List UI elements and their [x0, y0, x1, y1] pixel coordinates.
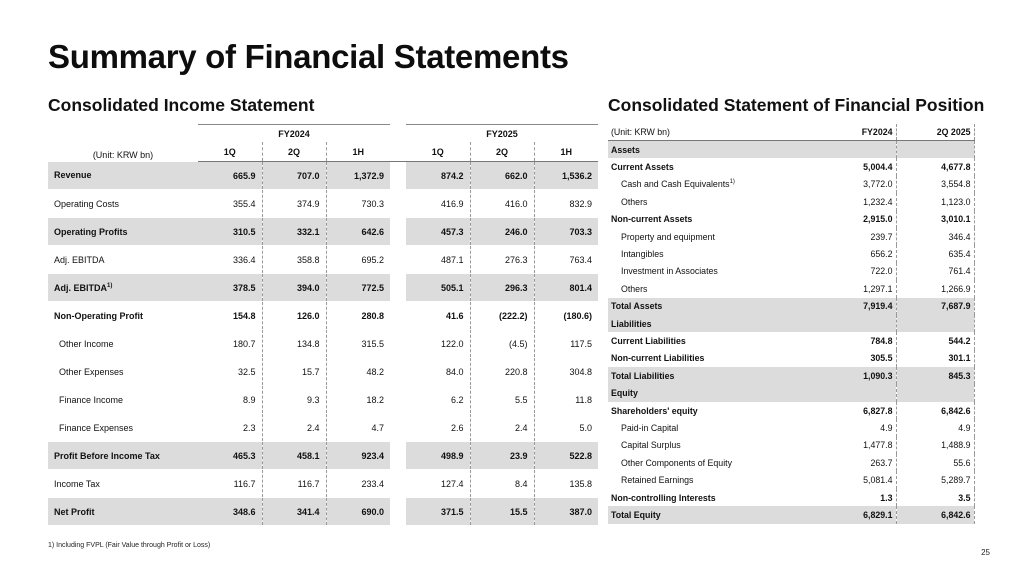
fp-row-label [608, 263, 788, 280]
income-value-fy2025: 703.3 [534, 218, 598, 246]
income-value-fy2025: (222.2) [470, 302, 534, 330]
fp-col-fy2024: FY2024 [788, 124, 896, 141]
income-col-header: 1H [534, 142, 598, 162]
fp-row [608, 158, 974, 175]
income-row-label-text: Income Tax [54, 478, 100, 489]
fp-value-2q2025: 55.6 [896, 454, 974, 471]
income-row-label [48, 498, 198, 526]
income-row [48, 218, 598, 246]
fp-value-2q2025: 6,842.6 [896, 506, 974, 523]
income-row-label [48, 442, 198, 470]
income-value-fy2025: 5.0 [534, 414, 598, 442]
footnote-marker: 1) [729, 179, 735, 186]
fp-row [608, 228, 974, 245]
income-value-fy2024: 341.4 [262, 498, 326, 526]
income-value-fy2025: 2.4 [470, 414, 534, 442]
income-value-fy2024: 9.3 [262, 386, 326, 414]
income-row-label [48, 218, 198, 246]
income-value-fy2024: 48.2 [326, 358, 390, 386]
income-value-fy2025: 457.3 [406, 218, 470, 246]
fp-value-fy2024: 1,090.3 [788, 367, 896, 384]
fp-row-label-text: Property and equipment [621, 231, 715, 242]
income-value-fy2025: 276.3 [470, 246, 534, 274]
fp-row [608, 384, 974, 401]
income-value-fy2025: 127.4 [406, 470, 470, 498]
fp-row-label [608, 384, 788, 401]
fp-row [608, 437, 974, 454]
fp-value-fy2024 [788, 384, 896, 401]
income-value-fy2025: 801.4 [534, 274, 598, 302]
income-value-fy2024: 394.0 [262, 274, 326, 302]
fp-row-label-text: Others [621, 196, 648, 207]
fp-row-label [608, 437, 788, 454]
fp-value-2q2025: 5,289.7 [896, 471, 974, 488]
income-row [48, 386, 598, 414]
fp-row-label-text: Non-current Assets [611, 214, 693, 225]
fp-row [608, 367, 974, 384]
fp-row-label [608, 402, 788, 419]
fp-value-fy2024: 1,477.8 [863, 440, 893, 451]
income-row [48, 162, 598, 190]
income-value-fy2024: 332.1 [262, 218, 326, 246]
income-row-label [48, 386, 198, 414]
income-row-label-text: Finance Income [59, 394, 124, 405]
income-row-label [48, 274, 198, 302]
fp-value-2q2025: 3,554.8 [896, 176, 974, 193]
fp-value-fy2024: 5,081.4 [863, 475, 893, 486]
income-value-fy2024: 116.7 [262, 470, 326, 498]
income-value-fy2024: 315.5 [326, 330, 390, 358]
fp-value-fy2024: 2,915.0 [863, 214, 893, 225]
income-row [48, 358, 598, 386]
income-value-fy2025: 246.0 [470, 218, 534, 246]
fp-row-label-text: Total Equity [611, 509, 661, 520]
fp-value-fy2024: 784.8 [870, 335, 893, 346]
income-value-fy2025: 41.6 [406, 302, 470, 330]
fp-row-label-text: Others [621, 283, 648, 294]
fp-row [608, 350, 974, 367]
fp-row-label [608, 280, 788, 297]
fp-row [608, 506, 974, 523]
income-row-label-text: Finance Expenses [59, 422, 134, 433]
income-row [48, 470, 598, 498]
income-row-label [48, 162, 198, 190]
income-row-label [48, 358, 198, 386]
fp-row-label [608, 176, 788, 193]
fp-value-fy2024: 5,004.4 [863, 162, 893, 173]
fp-value-2q2025: 6,842.6 [896, 402, 974, 419]
financial-position-table [608, 124, 975, 524]
income-col-header: 2Q [262, 142, 326, 162]
income-value-fy2025: 220.8 [470, 358, 534, 386]
income-value-fy2025: 23.9 [470, 442, 534, 470]
fp-row-label-text: Cash and Cash Equivalents [621, 179, 730, 190]
income-value-fy2024: 355.4 [198, 190, 262, 218]
income-value-fy2025: 387.0 [534, 498, 598, 526]
fp-value-2q2025: 3,010.1 [896, 211, 974, 228]
income-row [48, 414, 598, 442]
income-value-fy2025: 5.5 [470, 386, 534, 414]
fp-row-label [608, 193, 788, 210]
income-value-fy2024: 310.5 [198, 218, 262, 246]
income-value-fy2025: 832.9 [534, 190, 598, 218]
fp-row-label-text: Liabilities [611, 318, 652, 329]
income-value-fy2025: 15.5 [470, 498, 534, 526]
fp-row-label-text: Intangibles [621, 249, 664, 260]
fp-row-label [608, 471, 788, 488]
fp-value-fy2024: 722.0 [870, 266, 893, 277]
income-value-fy2024: 374.9 [262, 190, 326, 218]
income-value-fy2024: 126.0 [262, 302, 326, 330]
fp-row-label-text: Other Components of Equity [621, 457, 732, 468]
fp-row-label [608, 454, 788, 471]
income-value-fy2024: 458.1 [262, 442, 326, 470]
fp-row [608, 454, 974, 471]
fp-row-label [608, 245, 788, 262]
income-value-fy2025: 371.5 [406, 498, 470, 526]
fp-row-label-text: Current Liabilities [611, 335, 686, 346]
fp-value-2q2025: 1,488.9 [896, 437, 974, 454]
income-row-label-text: Non-Operating Profit [54, 310, 143, 321]
fp-value-2q2025: 346.4 [896, 228, 974, 245]
income-value-fy2024: 730.3 [326, 190, 390, 218]
fp-row-label-text: Shareholders' equity [611, 405, 698, 416]
income-row-label [48, 302, 198, 330]
income-value-fy2024: 358.8 [262, 246, 326, 274]
footnote-marker: 1) [107, 282, 113, 289]
fp-value-fy2024: 1.3 [880, 492, 893, 503]
fp-row [608, 332, 974, 349]
fp-row-label [608, 228, 788, 245]
income-fy2025-header: FY2025 [406, 125, 598, 143]
income-value-fy2025: 8.4 [470, 470, 534, 498]
fp-value-fy2024: 239.7 [870, 231, 893, 242]
income-value-fy2025: 498.9 [406, 442, 470, 470]
income-value-fy2024: 4.7 [326, 414, 390, 442]
fp-value-2q2025: 4,677.8 [896, 158, 974, 175]
fp-row-label-text: Total Liabilities [611, 370, 675, 381]
fp-row-label-text: Non-current Liabilities [611, 353, 705, 364]
income-value-fy2025: 416.9 [406, 190, 470, 218]
income-value-fy2024: 154.8 [198, 302, 262, 330]
income-value-fy2025: 522.8 [534, 442, 598, 470]
income-value-fy2024: 1,372.9 [326, 162, 390, 190]
fp-row [608, 280, 974, 297]
fp-value-fy2024: 7,919.4 [788, 298, 896, 315]
fp-value-fy2024: 656.2 [870, 249, 893, 260]
footnote: 1) Including FVPL (Fair Value through Profit or Loss) [48, 542, 211, 549]
income-row [48, 190, 598, 218]
fp-value-2q2025 [896, 384, 974, 401]
income-value-fy2025: 416.0 [470, 190, 534, 218]
income-statement-title: Consolidated Income Statement [48, 95, 315, 115]
fp-row-label-text: Capital Surplus [621, 440, 681, 451]
income-row-label [48, 190, 198, 218]
fp-value-fy2024: 263.7 [870, 457, 893, 468]
financial-position-title: Consolidated Statement of Financial Position [608, 95, 985, 115]
income-value-fy2024: 690.0 [326, 498, 390, 526]
fp-row [608, 211, 974, 228]
fp-col-2q2025: 2Q 2025 [896, 124, 974, 141]
fp-value-2q2025: 544.2 [896, 332, 974, 349]
fp-value-fy2024: 1,232.4 [863, 196, 893, 207]
income-value-fy2025: 505.1 [406, 274, 470, 302]
income-value-fy2025: 122.0 [406, 330, 470, 358]
fp-row-label [608, 350, 788, 367]
fp-row [608, 298, 974, 315]
income-value-fy2025: 296.3 [470, 274, 534, 302]
income-col-header: 2Q [470, 142, 534, 162]
page-title: Summary of Financial Statements [48, 38, 569, 75]
fp-value-fy2024 [788, 315, 896, 332]
income-statement-table [48, 124, 598, 526]
fp-row-label [608, 315, 788, 332]
income-row-label-text: Adj. EBITDA [54, 254, 105, 265]
fp-value-fy2024: 4.9 [880, 422, 893, 433]
income-value-fy2025: 11.8 [534, 386, 598, 414]
fp-row-label-text: Assets [611, 144, 640, 155]
fp-value-fy2024: 1,297.1 [863, 283, 893, 294]
income-value-fy2024: 665.9 [198, 162, 262, 190]
fp-value-2q2025: 301.1 [896, 350, 974, 367]
income-value-fy2025: 487.1 [406, 246, 470, 274]
income-value-fy2024: 18.2 [326, 386, 390, 414]
income-value-fy2025: 304.8 [534, 358, 598, 386]
fp-value-2q2025 [896, 315, 974, 332]
income-col-header: 1Q [198, 142, 262, 162]
fp-value-fy2024: 6,829.1 [788, 506, 896, 523]
income-row-label-text: Net Profit [54, 506, 95, 517]
income-value-fy2025: (4.5) [470, 330, 534, 358]
income-row-label-text: Revenue [54, 170, 92, 181]
income-row [48, 498, 598, 526]
income-value-fy2025: 117.5 [534, 330, 598, 358]
fp-row [608, 176, 974, 193]
income-value-fy2025: 2.6 [406, 414, 470, 442]
income-value-fy2025: 874.2 [406, 162, 470, 190]
income-value-fy2024: 707.0 [262, 162, 326, 190]
fp-row [608, 471, 974, 488]
income-value-fy2024: 772.5 [326, 274, 390, 302]
income-value-fy2025: 763.4 [534, 246, 598, 274]
fp-row-label-text: Investment in Associates [621, 266, 718, 277]
income-unit-label: (Unit: KRW bn) [92, 149, 154, 160]
fp-value-2q2025: 1,123.0 [896, 193, 974, 210]
income-value-fy2024: 116.7 [198, 470, 262, 498]
fp-value-2q2025: 4.9 [896, 419, 974, 436]
fp-row-label [608, 158, 788, 175]
income-value-fy2025: 84.0 [406, 358, 470, 386]
income-value-fy2025: 662.0 [470, 162, 534, 190]
fp-row [608, 193, 974, 210]
income-value-fy2024: 2.4 [262, 414, 326, 442]
income-value-fy2024: 8.9 [198, 386, 262, 414]
fp-value-2q2025: 845.3 [896, 367, 974, 384]
income-row [48, 302, 598, 330]
income-value-fy2024: 280.8 [326, 302, 390, 330]
income-row [48, 246, 598, 274]
income-row-label-text: Operating Costs [54, 198, 120, 209]
income-value-fy2024: 695.2 [326, 246, 390, 274]
fp-row-label [608, 298, 788, 315]
income-value-fy2024: 348.6 [198, 498, 262, 526]
fp-value-2q2025: 1,266.9 [896, 280, 974, 297]
fp-row-label-text: Retained Earnings [621, 475, 694, 486]
income-header-fy-row [48, 125, 598, 143]
fp-row-label [608, 211, 788, 228]
income-row-label-text: Other Expenses [59, 366, 124, 377]
fp-row-label [608, 141, 788, 159]
income-row-label [48, 414, 198, 442]
income-value-fy2024: 923.4 [326, 442, 390, 470]
fp-row [608, 245, 974, 262]
fp-row-label [608, 332, 788, 349]
fp-value-2q2025: 761.4 [896, 263, 974, 280]
income-value-fy2025: 6.2 [406, 386, 470, 414]
income-value-fy2024: 465.3 [198, 442, 262, 470]
fp-value-2q2025 [896, 141, 974, 159]
fp-value-fy2024: 3,772.0 [863, 179, 893, 190]
fp-row-label [608, 367, 788, 384]
income-col-header: 1H [326, 142, 390, 162]
fp-row [608, 263, 974, 280]
income-row-label [48, 246, 198, 274]
fp-row [608, 315, 974, 332]
income-value-fy2024: 378.5 [198, 274, 262, 302]
fp-unit-label: (Unit: KRW bn) [608, 124, 788, 141]
fp-header-row [608, 124, 974, 141]
income-value-fy2024: 134.8 [262, 330, 326, 358]
income-value-fy2025: (180.6) [534, 302, 598, 330]
income-row-label-text: Other Income [59, 338, 114, 349]
income-row-label [48, 330, 198, 358]
fp-value-2q2025: 635.4 [896, 245, 974, 262]
fp-row-label-text: Equity [611, 388, 638, 399]
fp-value-fy2024: 6,827.8 [863, 405, 893, 416]
income-value-fy2024: 15.7 [262, 358, 326, 386]
income-row-label [48, 470, 198, 498]
fp-value-fy2024 [788, 141, 896, 159]
fp-row-label [608, 489, 788, 506]
income-row-label-text: Operating Profits [54, 226, 128, 237]
income-value-fy2024: 233.4 [326, 470, 390, 498]
income-value-fy2025: 135.8 [534, 470, 598, 498]
income-value-fy2025: 1,536.2 [534, 162, 598, 190]
income-value-fy2024: 642.6 [326, 218, 390, 246]
fp-row [608, 141, 974, 159]
income-value-fy2024: 336.4 [198, 246, 262, 274]
income-row-label-text: Adj. EBITDA [54, 282, 107, 293]
income-fy2024-header: FY2024 [198, 125, 390, 143]
fp-row-label-text: Total Assets [611, 301, 663, 312]
fp-row-label-text: Paid-in Capital [621, 422, 679, 433]
income-col-header: 1Q [406, 142, 470, 162]
page-number: 25 [981, 548, 990, 557]
income-value-fy2024: 180.7 [198, 330, 262, 358]
income-value-fy2024: 32.5 [198, 358, 262, 386]
income-row [48, 442, 598, 470]
income-row [48, 274, 598, 302]
fp-row [608, 402, 974, 419]
fp-value-2q2025: 7,687.9 [896, 298, 974, 315]
fp-row-label [608, 506, 788, 523]
income-row [48, 330, 598, 358]
income-value-fy2024: 2.3 [198, 414, 262, 442]
fp-row [608, 419, 974, 436]
fp-value-2q2025: 3.5 [896, 489, 974, 506]
fp-row-label-text: Non-controlling Interests [611, 492, 716, 503]
fp-row-label-text: Current Assets [611, 162, 674, 173]
fp-value-fy2024: 305.5 [870, 353, 893, 364]
fp-row [608, 489, 974, 506]
fp-row-label [608, 419, 788, 436]
income-row-label-text: Profit Before Income Tax [54, 450, 160, 461]
